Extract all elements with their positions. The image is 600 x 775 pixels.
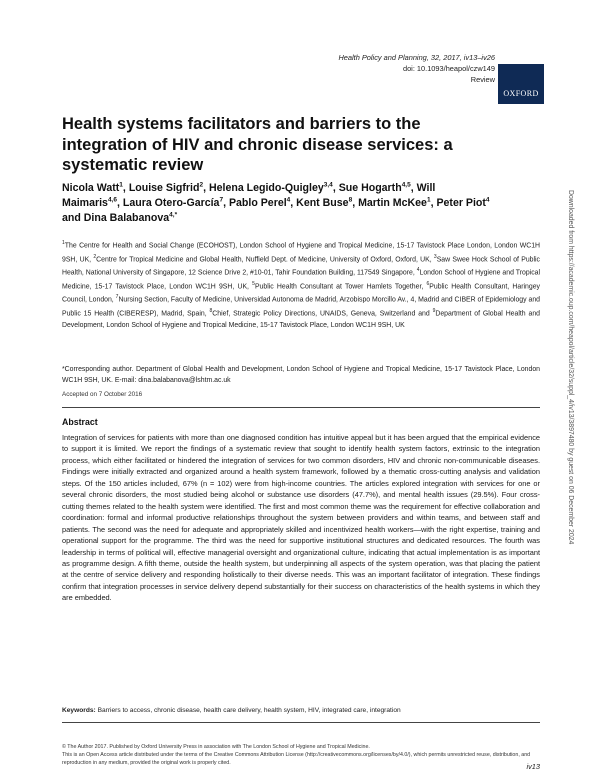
affiliation-text: Public Health Consultant, Haringey Council, London,	[62, 283, 540, 304]
author-name: Peter Piot	[436, 196, 486, 209]
author-affiliation-mark: 1	[426, 196, 431, 204]
author-name: Will Maimaris	[62, 182, 436, 209]
author-name: Nicola Watt	[62, 182, 120, 194]
affiliation-number: 4	[416, 267, 420, 274]
affiliation-text: London School of Hygiene and Tropical Medicine, 15-17 Tavistock Place, London WC1H 9SH, UK,	[62, 269, 541, 291]
doi[interactable]: doi: 10.1093/heapol/czw149	[402, 64, 495, 73]
affiliations	[62, 238, 540, 331]
author-name: Sue Hogarth	[338, 182, 402, 194]
author-affiliation-mark: 4,6	[107, 196, 117, 204]
affiliation-text: Department of Global Health and Development, London School of Hygiene and Tropical Medicine, 15-17 Tavistock Place, London WC1H 9SH, UK	[62, 310, 540, 329]
author-separator: ,	[290, 196, 297, 209]
affiliation-number: 1	[62, 240, 65, 246]
affiliation-number: 6	[426, 280, 430, 287]
keywords-label: Keywords:	[62, 707, 96, 714]
author-affiliation-mark: 4,*	[169, 211, 178, 219]
oxford-logo-text: OXFORD	[503, 89, 539, 98]
author-separator: ,	[116, 196, 123, 209]
article-title: Health systems facilitators and barriers to the integration of HIV and chronic disease services: a systematic review	[62, 115, 453, 174]
affiliation-text: The Centre for Health and Social Change (ECOHOST), London School of Hygiene and Tropical Medicine, 15-17 Tavistock Place London, London WC1H 9SH, UK,	[62, 242, 540, 263]
keywords	[62, 707, 401, 714]
license-footer	[62, 743, 540, 767]
author-separator: ,	[223, 196, 229, 209]
author-separator: ,	[352, 196, 359, 209]
author-affiliation-mark: 7	[219, 196, 224, 204]
author-affiliation-mark: 8	[348, 196, 353, 204]
affiliation-text: Nursing Section, Faculty of Medicine, Universidad Autonoma de Madrid, Arzobispo Morcillo Av., 4, Madrid and CIBER of Epidemiology and Public 15 Health (CIBERESP), Madrid, Spain,	[62, 296, 540, 318]
affiliation-text: Public Health Consultant at Tower Hamlets Together,	[254, 283, 427, 291]
author-separator: ,	[332, 182, 339, 194]
affiliation-number: 2	[93, 253, 97, 260]
author-affiliation-mark: 4	[286, 196, 291, 204]
affiliation-number: 8	[209, 307, 213, 314]
affiliation-text: Saw Swee Hock School of Public Health, National University of Singapore, 12 Science Drive 2, #10-01, Tahir Foundation Building, 117549 Singapore,	[62, 255, 541, 277]
abstract-body: Integration of services for patients with more than one diagnosed condition has intuitive appeal but it has been argued that the empirical evidence to support it is limited. We report the findings of a systematic review that sought to identify health system factors, extrinsic to the integration process, which either facilitated or hindered the integration of services for two common disorders, HIV and chronic non-communicable diseases. Findings were initially extracted and organized around a health system framework, followed by a thematic cross-cutting analysis and validation steps. Of the 150 articles included, 67% (n = 102) were from high-income countries. The articles explored integration with services for one or several chronic disorders, the most studied being alcohol or substance use disorders (47.7%), and mental health issues (29.5%). Four cross-cutting themes related to the health system were identified. The first and most common theme was the requirement for effective collaboration and coordination: formal and informal productive relationships throughout the system between providers and within teams, and between staff and patients. The second was the need for adequate and appropriately skilled and incentivized health workers—with the right expertise, training and operational support for the programme. The third was the need for supportive institutional structures and dedicated resources. The fourth was leadership in terms of political will, effective managerial oversight and organizational culture, indicating that actual implementation is as important as programme design. A fifth theme, outside the health system, but underpinning all aspects of the system operation, was that placing the patient at the centre of service delivery and responding holistically to their diverse needs. This was an important facilitator of integration. These findings confirm that integration processes in service delivery depend substantially for their success on characteristics of the health systems in which they are embedded.	[62, 433, 540, 603]
author-affiliation-mark: 2	[199, 181, 204, 189]
author-name: Pablo Perel	[228, 196, 287, 209]
author-affiliation-mark: 1	[119, 181, 123, 189]
author-affiliation-mark: 3,4	[323, 181, 333, 189]
corresponding-author: *Corresponding author. Department of Global Health and Development, London School of Hygiene and Tropical Medicine, 15-17 Tavistock Place, London WC1H 9SH, UK. E-mail: dina.balabanova@lshtm.ac.uk	[62, 366, 540, 385]
keywords-text: Barriers to access, chronic disease, health care delivery, health system, HIV, integrated care, integration	[97, 707, 401, 714]
footer-divider	[62, 722, 540, 723]
journal-citation: Health Policy and Planning, 32, 2017, iv13–iv26	[338, 53, 495, 62]
affiliation-text: Centre for Tropical Medicine and Global Health, Nuffield Dept. of Medicine, University of Oxford, Oxford, UK,	[96, 255, 434, 263]
author-separator: ,	[410, 182, 417, 194]
author-name: Louise Sigfrid	[128, 182, 200, 194]
download-watermark: Downloaded from https://academic.oup.com/heapol/article/32/suppl_4/iv13/3897480 by guest on 06 December 2024	[567, 190, 574, 545]
accepted-date: Accepted on 7 October 2016	[62, 391, 143, 398]
page-number: iv13	[526, 762, 540, 771]
affiliation-number: 7	[115, 294, 119, 301]
author-separator: ,	[122, 182, 129, 194]
author-separator: ,	[430, 196, 437, 209]
author-name: Laura Otero-García	[122, 196, 220, 209]
affiliation-number: 3	[433, 253, 437, 260]
affiliation-text: Chief, Strategic Policy Directions, UNAIDS, Geneva, Switzerland and	[212, 310, 433, 318]
license-notice: This is an Open Access article distributed under the terms of the Creative Commons Attribution License (http://creativecommons.org/licenses/by/4.0/), which permits unrestricted reuse, distribution, and reproduction in any medium, provided the original work is properly cited.	[62, 752, 531, 766]
oxford-logo	[498, 64, 544, 104]
abstract-heading: Abstract	[62, 417, 98, 427]
section-divider	[62, 407, 540, 408]
journal-meta	[338, 52, 495, 85]
author-separator: and	[62, 211, 84, 224]
copyright-notice: © The Author 2017. Published by Oxford University Press in association with The London School of Hygiene and Tropical Medicine.	[62, 744, 370, 750]
author-list	[62, 181, 492, 225]
affiliation-number: 5	[252, 280, 255, 287]
author-affiliation-mark: 4	[485, 196, 490, 204]
author-name: Helena Legido-Quigley	[208, 182, 324, 194]
author-name: Martin McKee	[358, 196, 427, 209]
affiliation-number: 9	[432, 307, 436, 314]
author-name: Kent Buse	[296, 196, 349, 209]
author-separator: ,	[203, 182, 209, 194]
author-affiliation-mark: 4,5	[401, 181, 411, 189]
author-name: Dina Balabanova	[83, 211, 170, 224]
article-type: Review	[470, 75, 495, 84]
